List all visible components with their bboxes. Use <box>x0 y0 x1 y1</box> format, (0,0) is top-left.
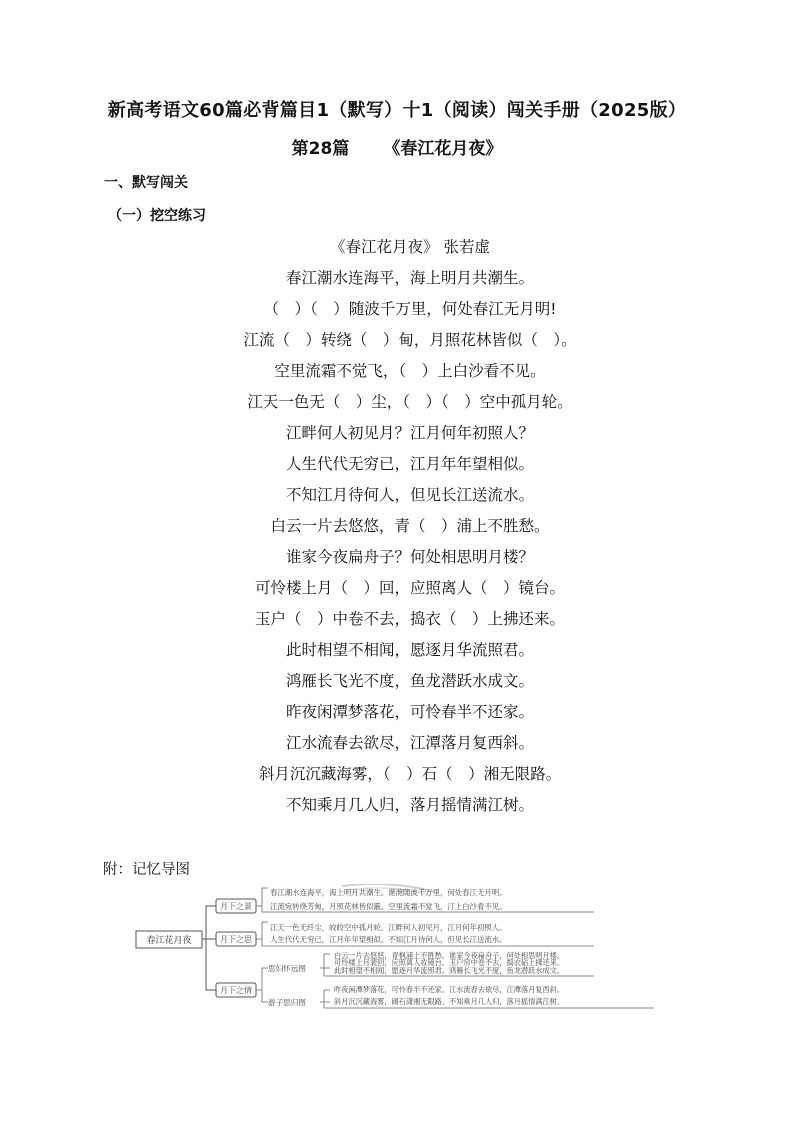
poem-line: 江流（ ）转绕（ ）甸，月照花林皆似（ ）。 <box>243 331 577 349</box>
mindmap-text-line: 江天一色无纤尘，皎皎空中孤月轮。江畔何人初见月，江月何年初照人。 <box>270 923 507 932</box>
poem-line: 不知乘月几人归，落月摇情满江树。 <box>285 796 534 814</box>
branch-connector-emotion <box>256 968 268 1002</box>
mind-map <box>134 884 664 1010</box>
group-label-homesick-traveler: 游子思归图 <box>268 998 306 1007</box>
poem-line: 人生代代无穷已，江月年年望相似。 <box>285 455 534 473</box>
section-heading-dictation: 一、默写闯关 <box>104 175 188 191</box>
document-title: 新高考语文60篇必背篇目1（默写）十1（阅读）闯关手册（2025版） <box>107 100 687 121</box>
poem-line: 白云一片去悠悠，青（ ）浦上不胜愁。 <box>270 517 550 535</box>
poem-line: 江水流春去欲尽，江潭落月复西斜。 <box>285 734 534 752</box>
mindmap-text-line: 江流宛转绕芳甸，月照花林皆似霰。空里流霜不觉飞，汀上白沙看不见。 <box>270 902 507 911</box>
poem-line: 空里流霜不觉飞，（ ）上白沙看不见。 <box>274 362 546 380</box>
chapter-number: 第28篇 <box>291 139 350 159</box>
mindmap-text-line: 可怜楼上月裴回，应照离人妆镜台。玉户帘中卷不去，捣衣砧上拂还来。 <box>334 958 565 967</box>
poem-block <box>0 232 794 821</box>
mindmap-text-line: 人生代代无穷已，江月年年望相似。不知江月待何人，但见长江送流水。 <box>270 935 507 944</box>
poem-line: 江天一色无（ ）尘，（ ）（ ）空中孤月轮。 <box>247 393 573 411</box>
poem-line: 此时相望不相闻，愿逐月华流照君。 <box>285 641 534 659</box>
mindmap-text-line: 白云一片去悠悠，青枫浦上不胜愁。谁家今夜扁舟子，何处相思明月楼。 <box>334 951 565 960</box>
poem-line: 斜月沉沉藏海雾，（ ）石（ ）湘无限路。 <box>258 765 562 783</box>
mindmap-text-line: 此时相望不相闻，愿逐月华流照君。鸿雁长飞光不度，鱼龙潜跃水成文。 <box>334 966 565 975</box>
poem-line: 可怜楼上月（ ）回，应照离人（ ）镜台。 <box>254 579 565 597</box>
mindmap-text-line: 斜月沉沉藏海雾，碣石潇湘无限路。不知乘月几人归，落月摇情满江树。 <box>334 997 565 1006</box>
poem-line: 昨夜闲潭梦落花，可怜春半不还家。 <box>285 703 534 721</box>
poem-line: 不知江月待何人，但见长江送流水。 <box>285 486 534 504</box>
root-connectors <box>202 906 216 990</box>
poem-line: 谁家今夜扁舟子？何处相思明月楼？ <box>285 548 534 566</box>
group-label-longing-wife: 思妇怀远图 <box>268 964 306 973</box>
appendix-label: 附：记忆导图 <box>103 862 190 878</box>
poem-line: 春江潮水连海平，海上明月共潮生。 <box>285 269 534 287</box>
chapter-name: 《春江花月夜》 <box>383 139 503 159</box>
mind-map-root: 春江花月夜 <box>146 936 192 946</box>
mindmap-text-line: 春江潮水连海平，海上明月共潮生。滟滟随波千万里，何处春江无月明。 <box>270 888 507 897</box>
subsection-heading-fill-blank: （一）挖空练习 <box>108 208 206 224</box>
poem-heading: 《春江花月夜》 张若虚 <box>330 238 490 256</box>
chapter-heading <box>0 134 794 159</box>
branch-label-scene: 月下之景 <box>220 902 252 911</box>
poem-line: 江畔何人初见月？江月何年初照人？ <box>285 424 534 442</box>
poem-line: 鸿雁长飞光不度，鱼龙潜跃水成文。 <box>285 672 534 690</box>
branch-label-emotion: 月下之情 <box>220 986 252 995</box>
poem-line: （ ）（ ）随波千万里，何处春江无月明! <box>263 300 557 318</box>
poem-line: 玉户（ ）中卷不去，捣衣（ ）上拂还来。 <box>254 610 565 628</box>
branch-label-thought: 月下之思 <box>220 935 252 944</box>
mindmap-text-line: 昨夜闲潭梦落花，可怜春半不还家。江水流春去欲尽，江潭落月复西斜。 <box>334 985 565 994</box>
